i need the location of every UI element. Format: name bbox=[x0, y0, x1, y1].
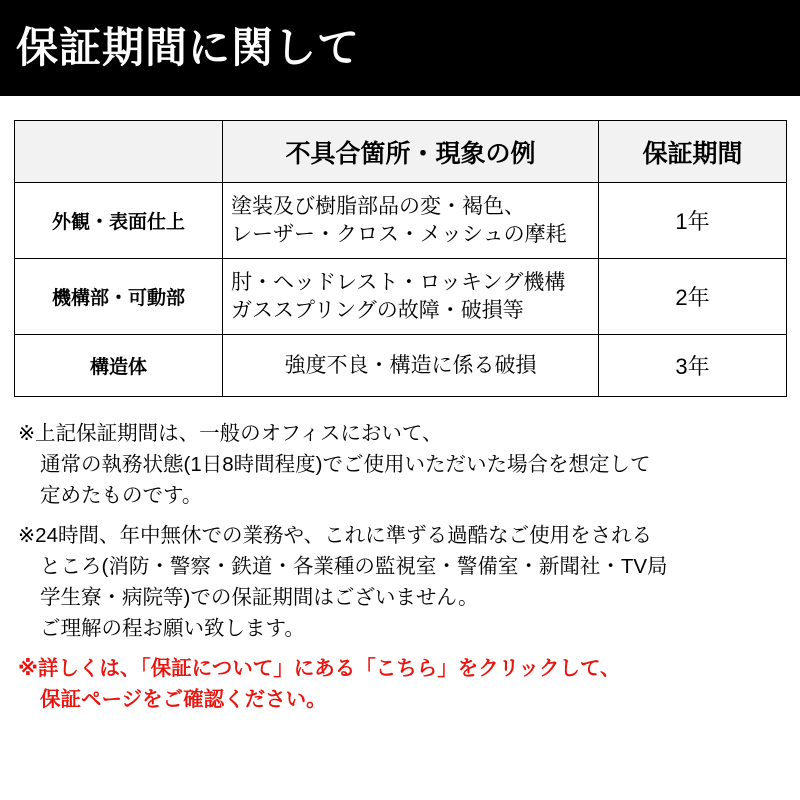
column-header-description: 不具合箇所・現象の例 bbox=[223, 121, 599, 183]
page-title: 保証期間に関して bbox=[16, 24, 361, 71]
row-term: 1年 bbox=[599, 183, 787, 259]
row-description-line: 肘・ヘッドレスト・ロッキング機構 bbox=[231, 270, 566, 294]
note-line: ところ(消防・警察・鉄道・各業種の監視室・警備室・新聞社・TV局 bbox=[40, 555, 668, 578]
table-header-row bbox=[15, 121, 787, 183]
note-line: 保証ページをご確認ください。 bbox=[40, 688, 327, 711]
note-line: ご理解の程お願い致します。 bbox=[40, 616, 305, 640]
column-header-category bbox=[15, 121, 223, 183]
table-row bbox=[15, 335, 787, 397]
warranty-table bbox=[14, 120, 787, 397]
row-description bbox=[223, 259, 599, 335]
row-category: 外観・表面仕上 bbox=[15, 183, 223, 259]
row-description-line: 塗装及び樹脂部品の変・褐色、 bbox=[231, 194, 525, 218]
table-row bbox=[15, 183, 787, 259]
row-category: 機構部・可動部 bbox=[15, 259, 223, 335]
row-description bbox=[223, 335, 599, 397]
table-header bbox=[15, 121, 787, 183]
row-description-line: レーザー・クロス・メッシュの摩耗 bbox=[231, 222, 567, 246]
note-line: ※上記保証期間は、一般のオフィスにおいて、 bbox=[18, 422, 443, 445]
notes-section bbox=[0, 397, 800, 716]
note-line: 通常の執務状態(1日8時間程度)でご使用いただいた場合を想定して bbox=[40, 452, 651, 476]
row-term: 2年 bbox=[599, 259, 787, 335]
warranty-table-container bbox=[0, 96, 800, 397]
table-row bbox=[15, 259, 787, 335]
note-exclusions bbox=[18, 521, 782, 644]
note-warranty-link bbox=[18, 654, 782, 716]
row-term: 3年 bbox=[599, 335, 787, 397]
row-description-line: 強度不良・構造に係る破損 bbox=[284, 353, 537, 377]
note-line: ※詳しくは、「保証について」にある「こちら」をクリックして、 bbox=[18, 657, 621, 681]
note-line: 定めたものです。 bbox=[40, 483, 203, 507]
note-usage-assumption bbox=[18, 419, 782, 511]
row-description bbox=[223, 183, 599, 259]
column-header-term: 保証期間 bbox=[599, 121, 787, 183]
note-line: ※24時間、年中無休での業務や、これに準ずる過酷なご使用をされる bbox=[18, 524, 653, 548]
row-description-line: ガススプリングの故障・破損等 bbox=[231, 298, 524, 322]
row-category: 構造体 bbox=[15, 335, 223, 397]
table-body bbox=[15, 183, 787, 397]
note-line: 学生寮・病院等)での保証期間はございません。 bbox=[40, 585, 479, 609]
page-header bbox=[0, 0, 800, 96]
